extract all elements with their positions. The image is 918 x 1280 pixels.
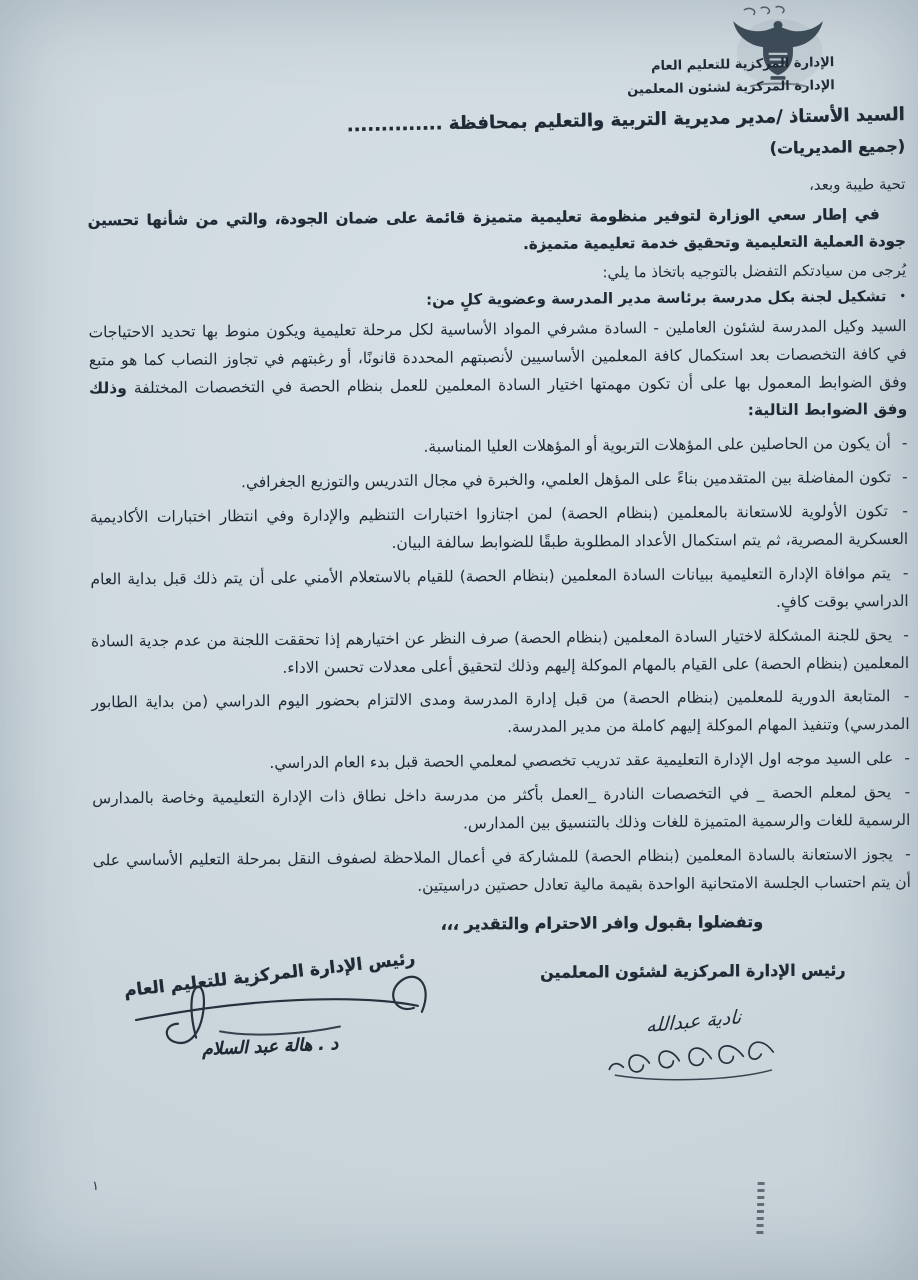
rule-item-1 [89, 430, 907, 464]
rule-item-3 [90, 498, 908, 560]
signature-general-education [100, 948, 441, 1095]
committee-formation-item [88, 287, 906, 311]
rule-text: يتم موافاة الإدارة التعليمية ببيانات السادة المعلمين (بنظام الحصة) للقيام بالاستعلام الأمني على أن يتم ذلك قبل بداية العام الدراسي بوقت كافٍ. [90, 564, 909, 611]
rule-item-5 [91, 622, 909, 684]
rule-text: المتابعة الدورية للمعلمين (بنظام الحصة) من قبل إدارة المدرسة ومدى الالتزام بحضور اليوم الدراسي (من بداية الطابور المدرسي) وتنفيذ المهام الموكلة إليهم كاملة من مدير المدرسة. [91, 687, 910, 737]
rule-text: أن يكون من الحاصلين على المؤهلات التربوية أو المؤهلات العليا المناسبة. [423, 434, 891, 457]
dash-icon: - [901, 434, 908, 453]
scan-artifact-mark [756, 1182, 764, 1236]
committee-formation-text: تشكيل لجنة بكل مدرسة برئاسة مدير المدرسة وعضوية كلٍ من: [426, 286, 887, 309]
signature-right-name: نادية عبدالله [645, 1005, 742, 1038]
rule-text: يحق لمعلم الحصة _ في التخصصات النادرة _العمل بأكثر من مدرسة داخل نطاق ذات الإدارة التعليمية وخاصة بالمدارس الرسمية للغات والرسمية المتميزة للغات وذلك بالتنسيق بين المدارس. [92, 783, 911, 833]
rule-item-7 [92, 745, 910, 779]
bullet-icon: • [899, 289, 907, 304]
signature-left-title: رئيس الإدارة المركزية للتعليم العام [123, 948, 417, 1002]
dash-icon: - [904, 749, 910, 768]
rule-text: يجوز الاستعانة بالسادة المعلمين (بنظام الحصة) للمشاركة في أعمال الملاحظة لصفوف النقل بمرحلة التعليم الأساسي على أن يتم احتساب الجلسة الامتحانية الواحدة بقيمة مالية تعادل حصتين دراسيتين. [92, 845, 911, 895]
signature-block [94, 948, 913, 1095]
rule-text: يحق للجنة المشكلة لاختيار السادة المعلمين (بنظام الحصة) صرف النظر عن اختيارهم إذا تحققت اللجنة من عدم جدية السادة المعلمين (بنظام الحصة) على القيام بالمهام الموكلة إليهم وذلك لتحقيق أعلى معدلات تحسن الاداء. [90, 625, 910, 677]
rule-item-6 [91, 683, 909, 745]
rule-text: تكون الأولوية للاستعانة بالمعلمين (بنظام الحصة) لمن اجتازوا اختبارات التنظيم والإدارة وفي انتظار اختبارات الأكاديمية العسكرية المصرية، ثم يتم استكمال الأعداد المطلوبة طبقًا للضوابط سالفة البيان. [89, 502, 909, 553]
committee-details-text: السيد وكيل المدرسة لشئون العاملين - السادة مشرفي المواد الأساسية لكل مرحلة تعليمية ويكون منوط بها تحديد الاحتياجات في كافة التخصصات بعد استكمال كافة المعلمين الأساسيين لأنصبتهم المحددة قانونًا، أو رغبتهم في تجاوز النصاب كما هو متبع وفق الضوابط المعمول بها على أن تكون مهمتها اختيار السادة المعلمين للعمل بنظام الحصة في التخصصات المختلفة [88, 316, 908, 397]
greeting-line: تحية طيبة وبعد، [808, 174, 906, 194]
dash-icon: - [905, 844, 911, 863]
dash-icon: - [902, 468, 908, 487]
dash-icon: - [904, 783, 911, 802]
signature-left-name: د . هالة عبد السلام [201, 1033, 339, 1060]
dash-icon: - [903, 625, 910, 644]
rules-list [89, 430, 911, 903]
page-number: ١ [92, 1179, 99, 1194]
dept-line-teacher-affairs: الإدارة المركزية لشئون المعلمين [627, 78, 836, 99]
issuing-departments [626, 3, 836, 102]
rule-text: تكون المفاضلة بين المتقدمين بناءً على المؤهل العلمي، والخبرة في مجال التدريس والتوزيع الجغرافي. [240, 468, 892, 492]
rule-item-2 [90, 464, 908, 498]
dash-icon: - [902, 502, 909, 521]
rule-text: على السيد موجه اول الإدارة التعليمية عقد تدريب تخصصي لمعلمي الحصة قبل بدء العام الدراسي. [269, 749, 894, 773]
intro-paragraph: في إطار سعي الوزارة لتوفير منظومة تعليمية متميزة قائمة على ضمان الجودة، والتي من شأنها تحسين جودة العملية التعليمية وتحقيق خدمة تعليمية متميزة. [87, 204, 906, 253]
rule-item-9 [93, 841, 911, 903]
all-directorates-note: (جميع المديريات) [769, 136, 906, 158]
dept-line-general-education: الإدارة المركزية للتعليم العام [651, 55, 835, 75]
letter-content [86, 4, 912, 1095]
request-line: يُرجى من سيادتكم التفضل بالتوجيه باتخاذ ما يلي: [602, 260, 907, 282]
signature-right-title: رئيس الإدارة المركزية لشئون المعلمين [540, 960, 846, 982]
dash-icon: - [902, 563, 909, 582]
closing-line: وتفضلوا بقبول وافر الاحترام والتقدير ،،، [440, 911, 764, 934]
rule-item-4 [90, 560, 908, 622]
signature-teacher-affairs [540, 960, 846, 1091]
dash-icon: - [903, 687, 910, 706]
rules-lead-in: وذلك وفق الضوابط التالية: [88, 378, 908, 420]
recipient-line: السيد الأستاذ /مدير مديرية التربية والتعليم بمحافظة .............. [346, 103, 906, 136]
rule-item-8 [92, 779, 910, 841]
committee-details-paragraph [88, 313, 907, 431]
